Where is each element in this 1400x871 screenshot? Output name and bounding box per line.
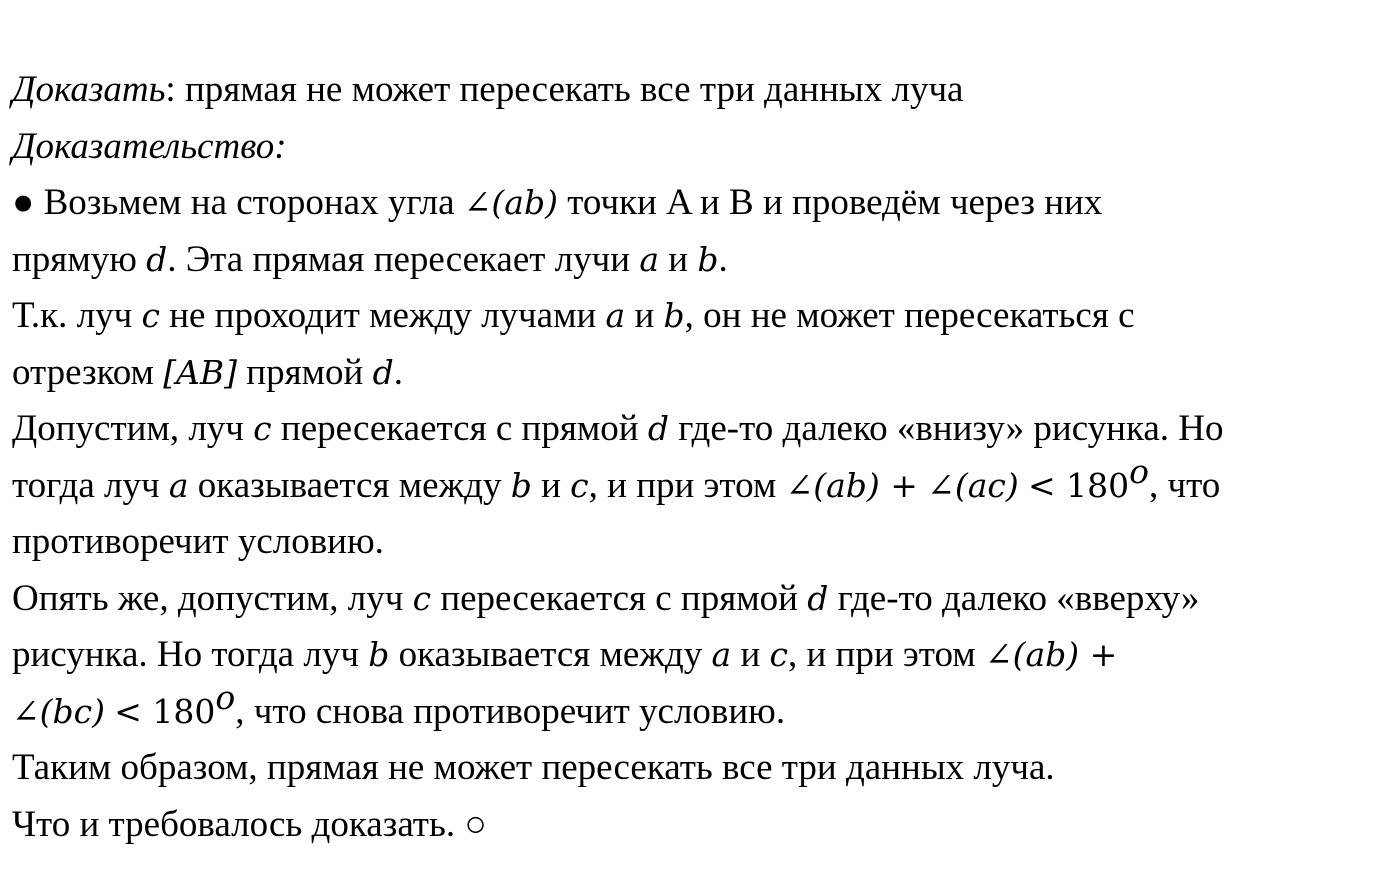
text-span: Опять же, допустим, луч — [12, 577, 413, 619]
paragraph-1-line-1 — [12, 175, 1388, 232]
text-span: точки A и B и проведём через них — [557, 182, 1103, 223]
prove-label: Доказать — [12, 69, 166, 110]
math-c: c — [253, 409, 272, 448]
paragraph-3-line-3 — [12, 514, 1388, 571]
text-span: Т.к. луч — [12, 295, 142, 336]
proof-heading-line — [12, 119, 1388, 176]
text-span: оказывается между — [188, 464, 511, 506]
text-span — [105, 691, 114, 732]
math-angle-ab: ∠(ab) — [463, 183, 558, 222]
math-degree: o — [1129, 451, 1149, 491]
text-span: рисунка. Но тогда луч — [12, 634, 369, 675]
math-d: d — [647, 409, 669, 448]
text-span: Возьмем на сторонах угла — [34, 182, 464, 223]
math-d: d — [807, 578, 829, 618]
math-d: d — [146, 239, 168, 279]
paragraph-2-line-2 — [12, 345, 1388, 402]
math-a: a — [168, 465, 189, 505]
math-b: b — [697, 239, 719, 279]
text-span: Что и требовалось доказать. ○ — [12, 803, 487, 845]
text-span: где-то далеко «внизу» рисунка. Но — [668, 408, 1224, 449]
math-a: a — [711, 635, 732, 674]
text-span: отрезком — [12, 351, 164, 393]
math-c: c — [412, 578, 432, 618]
text-span: и — [531, 464, 571, 506]
math-angle-ab-plus: ∠(ab) + — [785, 465, 918, 505]
text-span: . Эта прямая пересекает лучи — [167, 238, 640, 280]
paragraph-1-line-2 — [12, 232, 1388, 289]
conclusion-line — [12, 740, 1388, 797]
text-span: оказывается между — [389, 634, 712, 675]
paragraph-3-line-1 — [12, 401, 1388, 458]
paragraph-2-line-1 — [12, 288, 1388, 345]
math-angle-bc: ∠(bc) — [12, 691, 106, 731]
proof-label: Доказательство: — [12, 125, 287, 167]
text-span: тогда луч — [12, 464, 169, 506]
paragraph-4-line-1 — [12, 571, 1388, 628]
text-span: , и при этом — [588, 464, 786, 506]
prove-statement: : прямая не может пересекать все три данных луча — [165, 69, 964, 110]
paragraph-4-line-2 — [12, 627, 1388, 684]
math-segment-ab: [AB] — [163, 352, 238, 392]
text-span: Допустим, луч — [12, 408, 254, 449]
paragraph-3-line-2 — [12, 451, 1388, 515]
text-span: . — [718, 238, 728, 280]
math-a: a — [639, 239, 659, 279]
text-span: прямую — [12, 238, 147, 280]
text-span: , что — [1149, 464, 1221, 506]
math-angle-ac: ∠(ac) — [927, 465, 1019, 505]
text-span: где-то далеко «вверху» — [828, 577, 1200, 619]
text-span: противоречит условию. — [12, 521, 384, 562]
text-span: пересекается с прямой — [431, 577, 808, 619]
math-angle-ab-plus: ∠(ab) + — [984, 635, 1118, 674]
text-span: пересекается с прямой — [271, 408, 648, 449]
paragraph-4-line-3 — [12, 677, 1388, 741]
bullet-icon: ● — [12, 182, 35, 223]
math-c: c — [141, 296, 160, 335]
math-d: d — [372, 352, 394, 392]
text-span — [918, 465, 927, 506]
qed-line — [12, 797, 1388, 854]
text-span: и — [659, 238, 698, 280]
math-b: b — [663, 296, 685, 335]
math-b: b — [510, 465, 532, 505]
text-span: прямой — [237, 351, 373, 393]
text-span: не проходит между лучами — [159, 295, 606, 336]
text-span: . — [393, 351, 403, 393]
text-span — [1019, 465, 1028, 506]
text-span: , и при этом — [787, 634, 985, 675]
math-b: b — [368, 635, 390, 674]
statement-line — [12, 62, 1388, 119]
text-span: , что снова противоречит условию. — [235, 690, 786, 732]
math-degree: o — [215, 677, 236, 717]
document-body — [12, 62, 1388, 853]
text-span: , он не может пересекаться с — [684, 295, 1135, 336]
math-a: a — [605, 296, 626, 335]
math-lt-180: < 180 — [114, 691, 216, 731]
math-lt-180: < 180 — [1027, 465, 1130, 505]
text-span: и — [625, 295, 664, 336]
text-span: и — [731, 634, 770, 675]
math-c: c — [769, 635, 788, 674]
math-c: c — [570, 465, 589, 505]
text-span: Таким образом, прямая не может пересекать все три данных луча. — [12, 747, 1055, 788]
